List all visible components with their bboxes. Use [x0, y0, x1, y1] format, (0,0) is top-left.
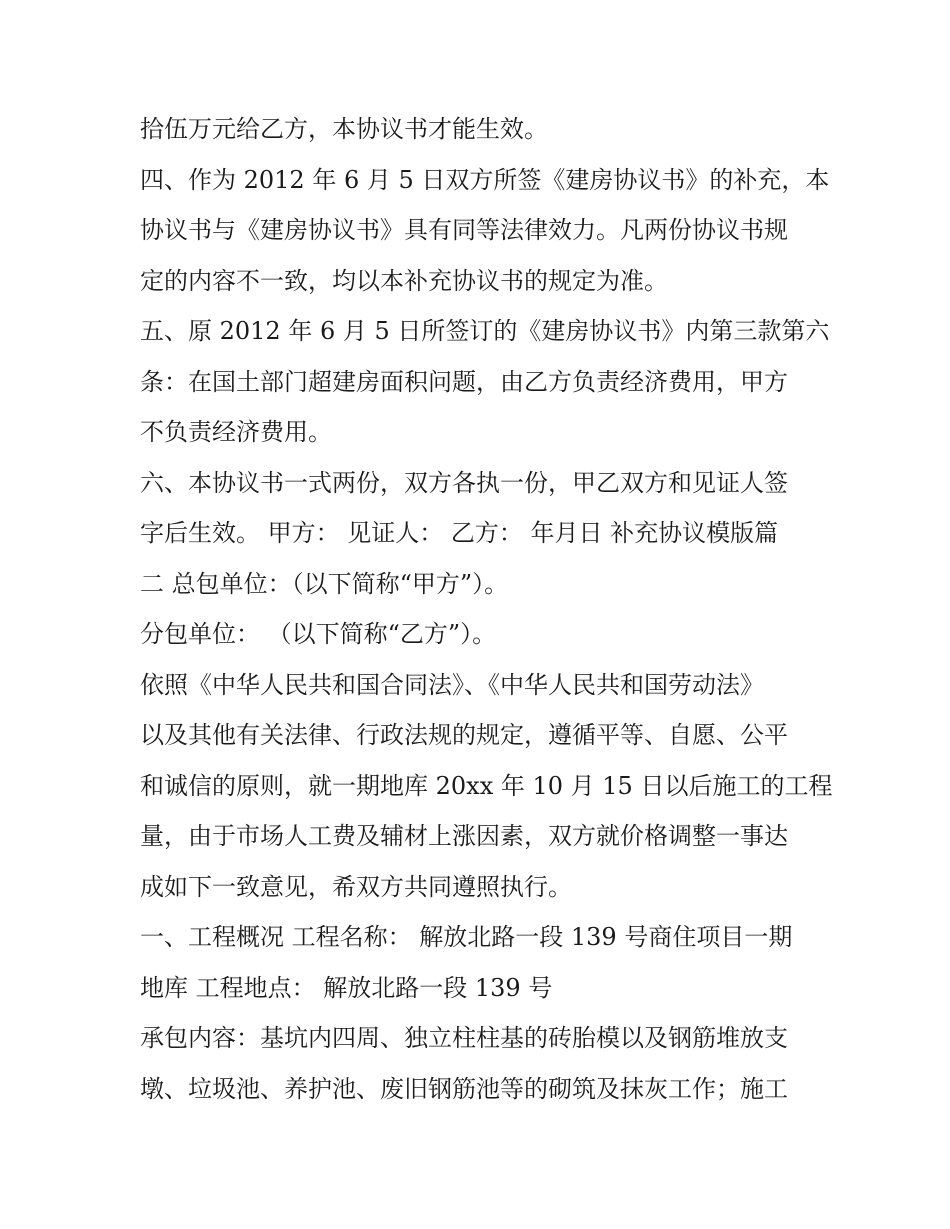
text-line: 地库 工程地点： 解放北路一段 139 号 — [140, 973, 553, 1002]
text-line: 二 总包单位：（以下简称“甲方”）。 — [140, 569, 509, 598]
text-line: 量，由于市场人工费及辅材上涨因素，双方就价格调整一事达 — [140, 822, 788, 850]
text-line: 六、本协议书一式两份，双方各执一份，甲乙双方和见证人签 — [140, 468, 788, 497]
text-line: 拾伍万元给乙方，本协议书才能生效。 — [140, 115, 548, 143]
text-line: 和诚信的原则，就一期地库 20xx 年 10 月 15 日以后施工的工程 — [140, 771, 833, 800]
document-text — [140, 104, 833, 1114]
text-line: 依照《中华人民共和国合同法》、《中华人民共和国劳动法》 — [140, 670, 764, 699]
text-line: 字后生效。 甲方： 见证人： 乙方： 年月日 补充协议模版篇 — [140, 519, 779, 547]
text-line: 以及其他有关法律、行政法规的规定，遵循平等、自愿、公平 — [140, 721, 788, 749]
text-line: 协议书与《建房协议书》具有同等法律效力。凡两份协议书规 — [140, 216, 788, 244]
text-line: 五、原 2012 年 6 月 5 日所签订的《建房协议书》内第三款第六 — [140, 317, 830, 345]
text-line: 分包单位： （以下简称“乙方”）。 — [140, 620, 497, 648]
text-line: 成如下一致意见，希双方共同遵照执行。 — [140, 872, 572, 901]
text-line: 定的内容不一致，均以本补充协议书的规定为准。 — [140, 266, 668, 295]
text-line: 墩、垃圾池、养护池、废旧钢筋池等的砌筑及抹灰工作；施工 — [140, 1074, 788, 1103]
text-line: 条：在国土部门超建房面积问题，由乙方负责经济费用，甲方 — [140, 367, 788, 396]
text-line: 承包内容：基坑内四周、独立柱柱基的砖胎模以及钢筋堆放支 — [140, 1024, 788, 1052]
text-line: 不负责经济费用。 — [140, 418, 332, 446]
text-line: 一、工程概况 工程名称： 解放北路一段 139 号商住项目一期 — [140, 923, 793, 951]
text-line: 四、作为 2012 年 6 月 5 日双方所签《建房协议书》的补充，本 — [140, 165, 830, 194]
